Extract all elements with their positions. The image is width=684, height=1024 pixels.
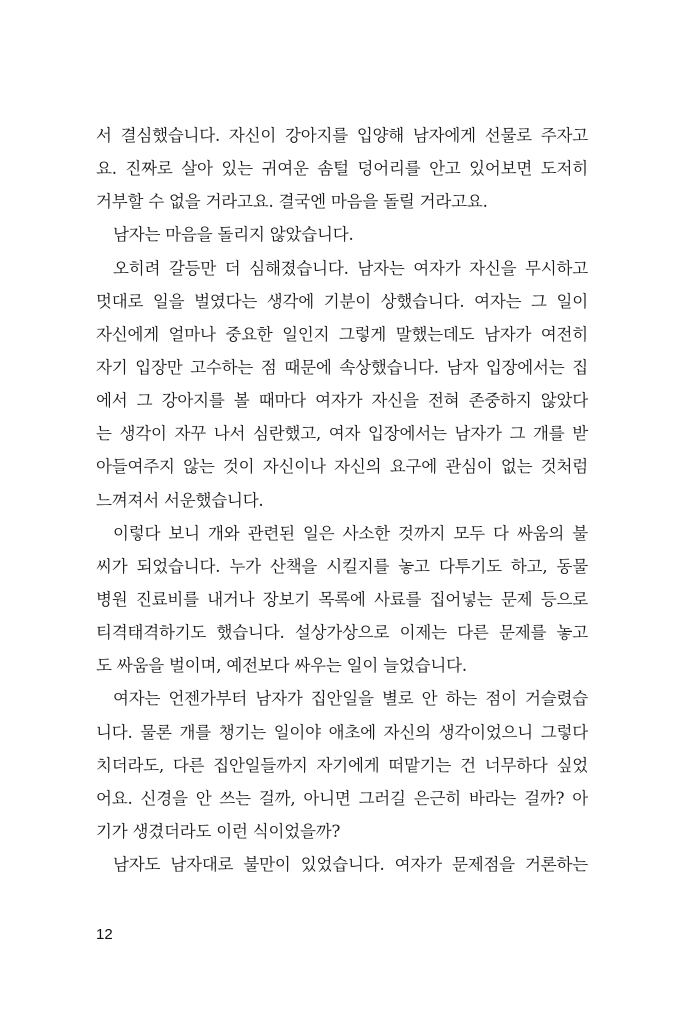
- text-line: 자기 입장만 고수하는 점 때문에 속상했습니다. 남자 입장에서는 집: [96, 357, 588, 377]
- text-line: 이렇다 보니 개와 관련된 일은 사소한 것까지 모두 다 싸움의 불: [113, 523, 588, 543]
- text-line: 느껴져서 서운했습니다.: [96, 490, 264, 510]
- text-line: 아들여주지 않는 것이 자신이나 자신의 요구에 관심이 없는 것처럼: [96, 457, 588, 477]
- text-line: 에서 그 강아지를 볼 때마다 여자가 자신을 전혀 존중하지 않았다: [96, 391, 588, 411]
- text-line: 기가 생겼더라도 이런 식이었을까?: [96, 821, 341, 841]
- text-line: 병원 진료비를 내거나 장보기 목록에 사료를 집어넣는 문제 등으로: [96, 589, 588, 609]
- text-line: 요. 진짜로 살아 있는 귀여운 솜털 덩어리를 안고 있어보면 도저히: [96, 159, 588, 179]
- text-line: 어요. 신경을 안 쓰는 걸까, 아니면 그러길 은근히 바라는 걸까? 아: [96, 788, 588, 808]
- text-line: 남자는 마음을 돌리지 않았습니다.: [113, 225, 354, 245]
- text-line: 자신에게 얼마나 중요한 일인지 그렇게 말했는데도 남자가 여전히: [96, 324, 588, 344]
- text-line: 니다. 물론 개를 챙기는 일이야 애초에 자신의 생각이었으니 그렇다: [96, 722, 588, 742]
- text-line: 치더라도, 다른 집안일들까지 자기에게 떠맡기는 건 너무하다 싶었: [96, 755, 588, 775]
- text-line: 거부할 수 없을 거라고요. 결국엔 마음을 돌릴 거라고요.: [96, 192, 488, 212]
- text-line: 씨가 되었습니다. 누가 산책을 시킬지를 놓고 다투기도 하고, 동물: [96, 556, 588, 576]
- text-line: 서 결심했습니다. 자신이 강아지를 입양해 남자에게 선물로 주자고: [96, 126, 588, 145]
- text-line: 티격태격하기도 했습니다. 설상가상으로 이제는 다른 문제를 놓고: [96, 623, 588, 643]
- page-number: 12: [96, 926, 113, 943]
- text-line: 여자는 언젠가부터 남자가 집안일을 별로 안 하는 점이 거슬렸습: [113, 689, 588, 709]
- text-line: 는 생각이 자꾸 나서 심란했고, 여자 입장에서는 남자가 그 개를 받: [96, 424, 588, 444]
- text-line: 오히려 갈등만 더 심해졌습니다. 남자는 여자가 자신을 무시하고: [113, 258, 588, 278]
- text-line: 남자도 남자대로 불만이 있었습니다. 여자가 문제점을 거론하는: [113, 855, 588, 875]
- text-line: 도 싸움을 벌이며, 예전보다 싸우는 일이 늘었습니다.: [96, 656, 467, 676]
- text-line: 멋대로 일을 벌였다는 생각에 기분이 상했습니다. 여자는 그 일이: [96, 291, 588, 311]
- body-text: [96, 119, 588, 881]
